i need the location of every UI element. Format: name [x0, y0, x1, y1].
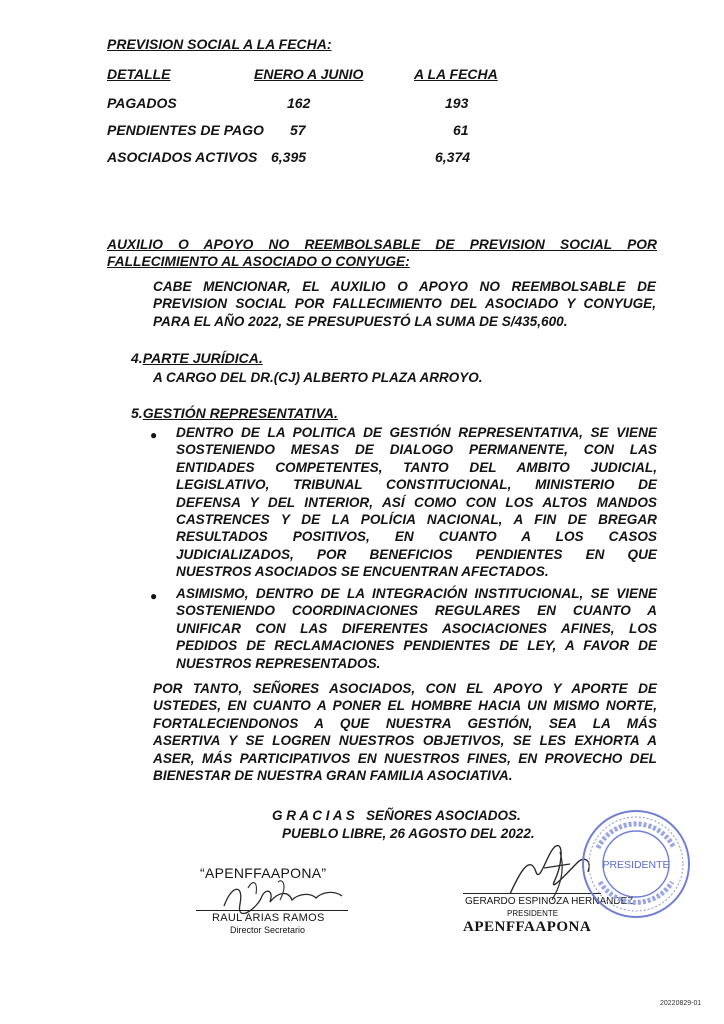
presidente-stamp — [580, 808, 692, 920]
auxilio-title-line-1: AUXILIO O APOYO NO REEMBOLSABLE DE PREVISION SOCIAL POR — [107, 237, 657, 252]
bullet-2-line-2: SOSTENIENDO COORDINACIONES REGULARES EN CUANTO A — [176, 603, 657, 619]
row-label-pagados: PAGADOS — [107, 95, 177, 111]
parte-juridica-text: A CARGO DEL DR.(CJ) ALBERTO PLAZA ARROYO. — [153, 370, 483, 385]
parte-juridica-title: PARTE JURÍDICA. — [142, 350, 263, 366]
row-value-asociados-a-la-fecha: 6,374 — [435, 149, 471, 165]
bullet-1-line-8: JUDICIALIZADOS, POR BENEFICIOS PENDIENTES EN QUE — [176, 546, 657, 562]
parte-juridica-number: 4. — [131, 350, 143, 366]
bullet-1-line-4: LEGISLATIVO, TRIBUNAL CONSTITUCIONAL, MINISTERIO DE — [176, 477, 657, 493]
right-org-name: APENFFAAPONA — [463, 919, 592, 935]
closing-line-3: FORTALECIENDONOS A QUE NUESTRA GESTIÓN, SEA LA MÁS — [153, 715, 657, 731]
bullet-2-line-3: UNIFICAR CON LAS DIFERENTES ASOCIACIONES AFINES, LOS — [176, 620, 657, 636]
col-header-a-la-fecha: A LA FECHA — [414, 66, 498, 82]
row-label-pendientes: PENDIENTES DE PAGO — [107, 122, 264, 138]
gestion-title: GESTIÓN REPRESENTATIVA. — [142, 405, 338, 421]
place-date: PUEBLO LIBRE, 26 AGOSTO DEL 2022. — [282, 826, 535, 841]
col-header-enero-junio: ENERO A JUNIO — [254, 66, 364, 82]
bullet-1-line-2: SOSTENIENDO MESAS DE DIALOGO PERMANENTE, CON LAS — [176, 442, 657, 458]
row-value-pendientes-enero-junio: 57 — [290, 122, 306, 138]
row-value-asociados-enero-junio: 6,395 — [271, 149, 307, 165]
parte-juridica-heading — [131, 350, 263, 366]
closing-line-1: POR TANTO, SEÑORES ASOCIADOS, CON EL APOYO Y APORTE DE — [153, 681, 657, 696]
auxilio-body-line-2: PREVISION SOCIAL POR FALLECIMIENTO DEL ASOCIADO Y CONYUGE, — [153, 296, 656, 312]
left-signer-name: RAUL ARIAS RAMOS — [212, 912, 325, 924]
closing-paragraph — [153, 680, 657, 784]
bullet-1-line-6: CASTRENCES Y DE LA POLÍCIA NACIONAL, A FIN DE BREGAR — [176, 512, 657, 528]
bullet-1-icon: ● — [150, 428, 158, 442]
gestion-number: 5. — [131, 405, 143, 421]
gracias-text: G R A C I A S SEÑORES ASOCIADOS. — [272, 808, 521, 823]
closing-line-6: BIENESTAR DE NUESTRA GRAN FAMILIA ASOCIATIVA. — [153, 768, 513, 784]
closing-line-4: ASERTIVA Y SE LOGREN NUESTROS OBJETIVOS, SE LES EXHORTA A — [153, 733, 657, 749]
auxilio-title — [107, 236, 657, 271]
gestion-heading — [131, 405, 338, 421]
auxilio-body — [153, 278, 656, 330]
bullet-2-line-5: NUESTROS REPRESENTADOS. — [176, 655, 381, 671]
right-signer-name: GERARDO ESPINOZA HERNANDEZ — [465, 896, 634, 907]
left-signer-role: Director Secretario — [230, 925, 306, 935]
gestion-bullet-1 — [176, 424, 657, 581]
right-signer-role: PRESIDENTE — [507, 909, 559, 918]
auxilio-body-line-3: PARA EL AÑO 2022, SE PRESUPUESTÓ LA SUMA DE S/435,600. — [153, 313, 568, 329]
row-value-pendientes-a-la-fecha: 61 — [453, 122, 469, 138]
stamp-label: PRESIDENTE — [602, 859, 670, 871]
bullet-1-line-3: ENTIDADES COMPETENTES, TANTO DEL AMBITO JUDICIAL, — [176, 459, 657, 475]
col-header-detalle: DETALLE — [107, 66, 171, 82]
bullet-1-line-7: RESULTADOS POSITIVOS, EN CUANTO A LOS CASOS — [176, 529, 657, 545]
auxilio-body-line-1: CABE MENCIONAR, EL AUXILIO O APOYO NO REEMBOLSABLE DE — [153, 279, 656, 294]
row-value-pagados-enero-junio: 162 — [287, 95, 311, 111]
bullet-2-line-4: PEDIDOS DE RECLAMACIONES PENDIENTES DE LEY, A FAVOR DE — [176, 638, 657, 654]
closing-line-2: USTEDES, EN CUANTO A PONER EL HOMBRE HACIA UN MISMO NORTE, — [153, 698, 657, 714]
row-value-pagados-a-la-fecha: 193 — [445, 95, 469, 111]
closing-line-5: ASER, MÁS PARTICIPATIVOS EN NUESTROS FINES, EN PROVECHO DEL — [153, 750, 657, 766]
row-label-asociados: ASOCIADOS ACTIVOS — [107, 149, 258, 165]
bullet-1-line-1: DENTRO DE LA POLITICA DE GESTIÓN REPRESENTATIVA, SE VIENE — [176, 425, 657, 440]
left-org-name: “APENFFAAPONA” — [200, 865, 327, 881]
bullet-1-line-5: DEFENSA Y DEL INTERIOR, ASÍ COMO CON LOS ALTOS MANDOS — [176, 494, 657, 510]
auxilio-title-line-2: FALLECIMIENTO AL ASOCIADO O CONYUGE: — [107, 254, 410, 270]
bullet-2-line-1: ASIMISMO, DENTRO DE LA INTEGRACIÓN INSTITUCIONAL, SE VIENE — [176, 586, 657, 601]
prevision-title: PREVISION SOCIAL A LA FECHA: — [107, 36, 332, 52]
bullet-2-icon: ● — [150, 589, 158, 603]
bullet-1-line-9: NUESTROS ASOCIADOS SE ENCUENTRAN AFECTADOS. — [176, 564, 549, 580]
gestion-bullet-2 — [176, 585, 657, 672]
left-signature-line — [196, 910, 348, 911]
document-id: 20220829-01 — [660, 1000, 702, 1007]
